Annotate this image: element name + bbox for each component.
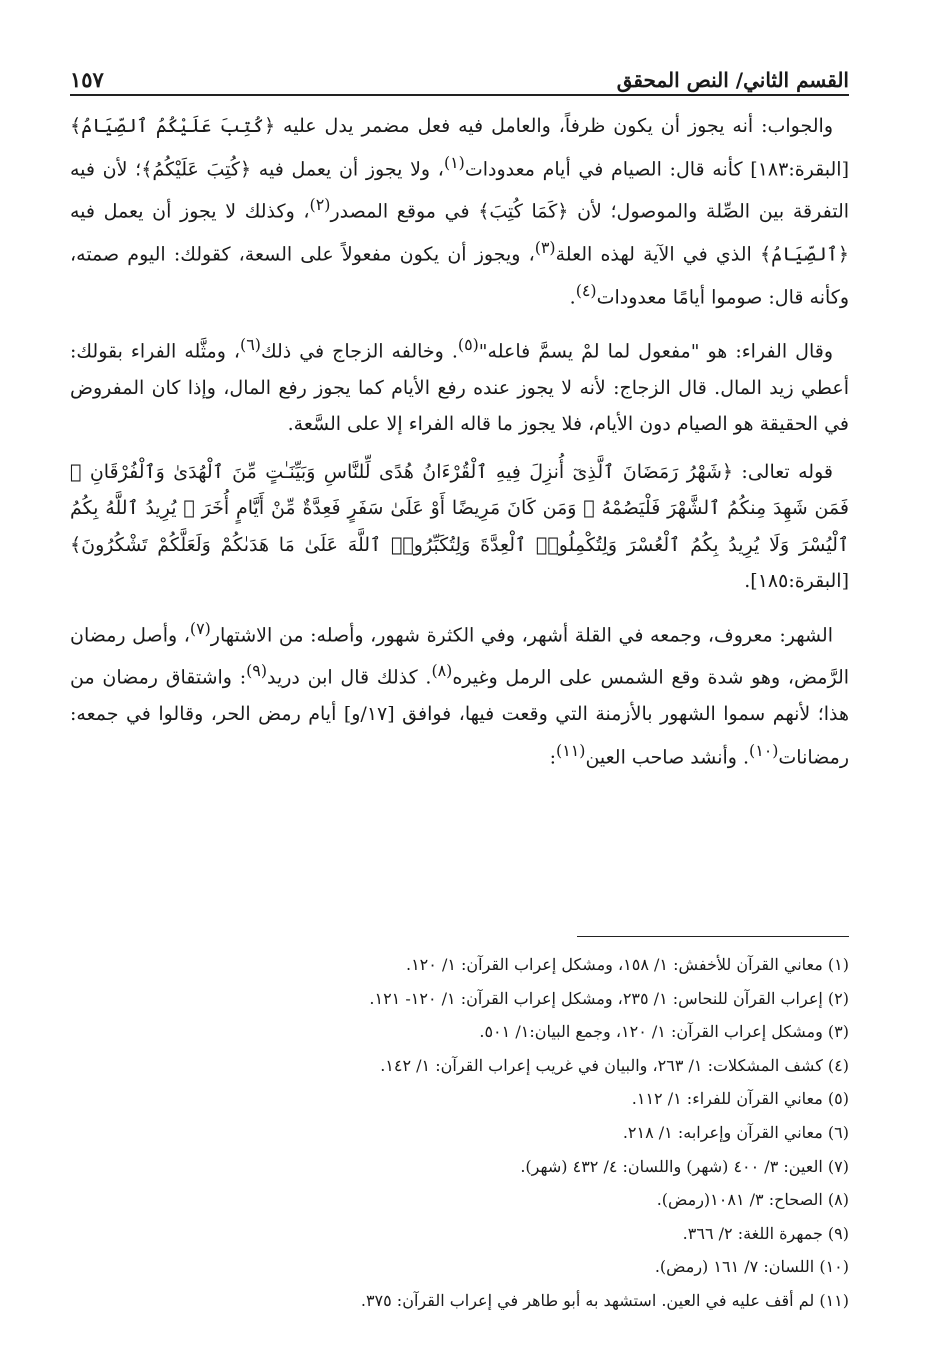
footnote: (٧) العين: ٣/ ٤٠٠ (شهر) واللسان: ٤/ ٤٣٢ (شهر). <box>520 1156 849 1176</box>
text-run: [البقرة:١٨٥]. <box>744 570 849 593</box>
text-run: . <box>569 286 576 309</box>
paragraph <box>70 454 849 600</box>
running-header <box>70 56 849 92</box>
paragraph <box>70 327 849 443</box>
footnote-ref: (٨) <box>431 661 453 681</box>
footnote: (١١) لم أقف عليه في العين. استشهد به أبو طاهر في إعراب القرآن: ٣٧٥. <box>360 1290 849 1310</box>
footnote: (٨) الصحاح: ٣/ ١٠٨١(رمض). <box>656 1190 849 1210</box>
footnote: (١٠) اللسان: ٧/ ١٦١ (رمض). <box>654 1257 849 1277</box>
text-run: ، ومثَّله الفراء بقولك: أعطي زيد المال. قال الزجاج: لأنه لا يجوز عنده رفع الأيام كما يجوز رفع المال، وإذا كان المفروض في الحقيقة هو الصيام دون الأيام، فلا يجوز ما قاله الفراء إلا على السَّعة. <box>70 340 849 436</box>
footnote-ref: (٣) <box>534 238 556 258</box>
text-run: ، وأصل رمضان الرَّمض، وهو شدة وقع الشمس على الرمل وغيره <box>70 623 850 689</box>
footnote: (٩) جمهرة اللغة: ٢/ ٣٦٦. <box>682 1223 849 1243</box>
footnote-separator <box>577 936 849 937</box>
text-run: وقال الفراء: هو "مفعول لما لمْ يسمَّ فاعله" <box>478 340 833 363</box>
text-run: . وأنشد صاحب العين <box>585 746 750 769</box>
quran-quote: ﴿كُتِبَ عَلَيْكُمُ ٱلصِّيَامُ﴾ <box>70 115 276 137</box>
text-run: : <box>549 746 557 769</box>
footnote: (٣) ومشكل إعراب القرآن: ١/ ١٢٠، وجمع البيان:١/ ٥٠١. <box>479 1022 849 1042</box>
footnote-ref: (١) <box>443 152 465 172</box>
paragraph <box>70 108 849 316</box>
footnote-ref: (٩) <box>246 661 267 681</box>
footnote-ref: (٦) <box>240 334 261 354</box>
footnote: (٦) معاني القرآن وإعرابه: ١/ ٢١٨. <box>622 1122 849 1142</box>
footnote-ref: (٥) <box>457 334 479 354</box>
footnote: (١) معاني القرآن للأخفش: ١/ ١٥٨، ومشكل إعراب القرآن: ١/ ١٢٠. <box>405 955 849 974</box>
paragraph <box>70 611 849 776</box>
main-text <box>70 108 849 787</box>
text-run: ، ويجوز أن يكون مفعولاً على السعة، كقولك: اليوم صمته، وكأنه قال: صوموا أيامًا معدودات <box>70 243 849 309</box>
quran-quote: ﴿شَهْرُ رَمَضَانَ ٱلَّذِىٓ أُنزِلَ فِيهِ ٱلْقُرْءَانُ هُدًى لِّلنَّاسِ وَبَيِّنَـٰتٍ مِّنَ ٱلْهُدَىٰ وَٱلْفُرْقَانِ ۚ فَمَن شَهِدَ مِنكُمُ ٱلشَّهْرَ فَلْيَصُمْهُ ۖ وَمَن كَانَ مَرِيضًا أَوْ عَلَىٰ سَفَرٍ فَعِدَّةٌ مِّنْ أَيَّامٍ أُخَرَ ۗ يُرِيدُ ٱللَّهُ بِكُمُ ٱلْيُسْرَ وَلَا يُرِيدُ بِكُمُ ٱلْعُسْرَ وَلِتُكْمِلُوا۟ ٱلْعِدَّةَ وَلِتُكَبِّرُوا۟ ٱللَّهَ عَلَىٰ مَا هَدَىٰكُمْ وَلَعَلَّكُمْ تَشْكُرُونَ﴾ <box>70 460 849 556</box>
text-run: في موقع المصدر <box>330 200 479 223</box>
text-run: والجواب: أنه يجوز أن يكون ظرفاً، والعامل فيه فعل مضمر يدل عليه <box>275 115 833 137</box>
quran-quote: ﴿كُتِبَ عَلَيْكُمُ﴾ <box>141 157 252 180</box>
footnote-ref: (١٠) <box>749 740 779 760</box>
footnote-ref: (٧) <box>189 618 211 638</box>
page-number: ١٥٧ <box>70 67 104 92</box>
text-run: . كذلك قال ابن دريد <box>267 666 432 689</box>
text-run: . وخالفه الزجاج في ذلك <box>260 340 458 363</box>
footnotes <box>70 948 849 1318</box>
footnote: (٢) إعراب القرآن للنحاس: ١/ ٢٣٥، ومشكل إعراب القرآن: ١/ ١٢٠- ١٢١. <box>369 988 849 1008</box>
footnote: (٤) كشف المشكلات: ١/ ٢٦٣، والبيان في غريب إعراب القرآن: ١/ ١٤٢. <box>380 1055 849 1075</box>
text-run: ، وكذلك لا يجوز أن يعمل فيه <box>70 200 310 223</box>
footnote-ref: (١١) <box>556 740 586 760</box>
text-run: : واشتقاق رمضان من هذا؛ لأنهم سموا الشهور بالأزمنة التي وقعت فيها، فوافق [١٧/و] أيام رمض الحر، وقالوا في جمعه: رمضانات <box>70 666 850 769</box>
text-run: ؛ لأن فيه التفرقة بين الصِّلة والموصول؛ لأن <box>70 157 850 223</box>
footnote-ref: (٢) <box>309 195 331 215</box>
text-run: ، ولا يجوز أن يعمل فيه <box>251 157 444 180</box>
header-rule <box>70 94 849 96</box>
text-run: الذي في الآية لهذه العلة <box>555 243 760 266</box>
header-title: القسم الثاني/ النص المحقق <box>616 68 849 92</box>
footnote-ref: (٤) <box>575 280 597 300</box>
text-run: قوله تعالى: <box>733 460 833 483</box>
footnote: (٥) معاني القرآن للفراء: ١/ ١١٢. <box>631 1089 849 1109</box>
text-run: [البقرة:١٨٣] كأنه قال: الصيام في أيام معدودات <box>464 157 849 180</box>
quran-quote: ﴿كَمَا كُتِبَ﴾ <box>478 200 569 223</box>
text-run: الشهر: معروف، وجمعه في القلة أشهر، وفي الكثرة شهور، وأصله: من الاشتهار <box>210 623 833 646</box>
quran-quote: ﴿ٱلصِّيَامُ﴾ <box>759 243 849 266</box>
